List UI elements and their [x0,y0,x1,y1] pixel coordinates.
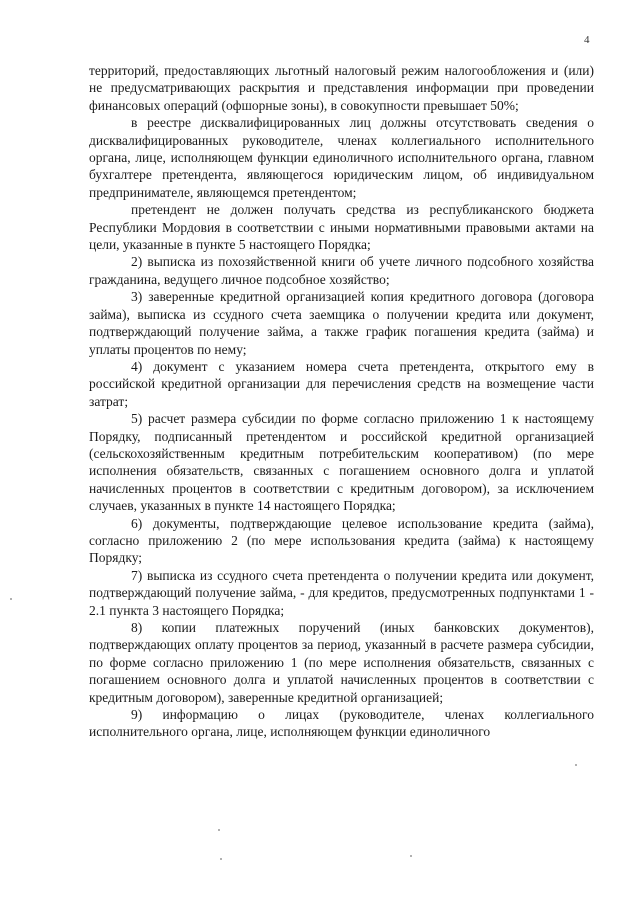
scan-speck [220,858,222,860]
page-number: 4 [584,34,590,46]
paragraph-item-6: 6) документы, подтверждающие целевое использование кредита (займа), согласно приложению 2 (по мере использования кредита (займа) к настоящему Порядку; [89,515,594,566]
paragraph-no-budget-funds: претендент не должен получать средства из республиканского бюджета Республики Мордовия в соответствии с иными нормативными правовыми актами на цели, указанные в пункте 5 настоящего Порядка; [89,202,594,253]
paragraph-item-9: 9) информацию о лицах (руководителе, членах коллегиального исполнительного органа, лице, исполняющем функции единоличного [89,707,594,740]
paragraph-item-4: 4) документ с указанием номера счета претендента, открытого ему в российской кредитной организации для перечисления средств на возмещение части затрат; [89,358,594,409]
paragraph-offshore-continuation: территорий, предоставляющих льготный налоговый режим налогообложения и (или) не предусматривающих раскрытия и представления информации при проведении финансовых операций (офшорные зоны), в совокупности превышает 50%; [89,63,594,113]
paragraph-item-8: 8) копии платежных поручений (иных банковских документов), подтверждающих оплату процентов за период, указанный в расчете размера субсидии, по форме согласно приложению 1 (по мере исполнения обязательств, связанных с погашением основного долга и уплатой начисленных процентов в соответствии с кредитным договором), заверенные кредитной организацией; [89,620,594,705]
paragraph-item-2: 2) выписка из похозяйственной книги об учете личного подсобного хозяйства гражданина, ведущего личное подсобное хозяйство; [89,254,594,287]
document-body [89,62,594,741]
paragraph-item-3: 3) заверенные кредитной организацией копия кредитного договора (договора займа), выписка из ссудного счета заемщика о получении кредита или документ, подтверждающий получение займа, а также график погашения кредита (займа) и уплаты процентов по нему; [89,289,594,357]
scan-speck [218,829,220,831]
paragraph-disqualified-registry: в реестре дисквалифицированных лиц должны отсутствовать сведения о дисквалифицированных руководителе, членах коллегиального исполнительного органа, лице, исполняющем функции единоличного исполнительного органа, главном бухгалтере претендента, являющегося юридическим лицом, об индивидуальном предпринимателе, являющемся претендентом; [89,115,594,200]
scan-speck [575,764,577,766]
scan-speck [410,855,412,857]
scan-speck [10,598,12,600]
paragraph-item-7: 7) выписка из ссудного счета претендента о получении кредита или документ, подтверждающий получение займа, - для кредитов, предусмотренных подпунктами 1 - 2.1 пункта 3 настоящего Порядка; [89,567,594,618]
paragraph-item-5: 5) расчет размера субсидии по форме согласно приложению 1 к настоящему Порядку, подписанный претендентом и российской кредитной организацией (сельскохозяйственным кредитным потребительским кооперативом) (по мере исполнения обязательств, связанных с погашением основного долга и уплатой начисленных процентов в соответствии с кредитным договором), за исключением случаев, указанных в пункте 14 настоящего Порядка; [89,411,594,514]
